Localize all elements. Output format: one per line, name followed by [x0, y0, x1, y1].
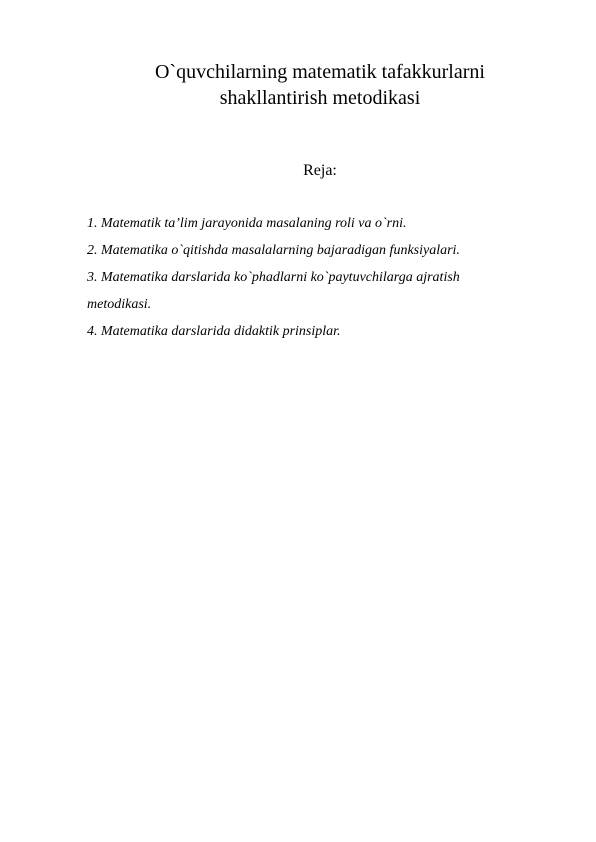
plan-item — [87, 237, 527, 264]
plan-item-text: 3. Matematika darslarida ko`phadlarni ko`paytuvchilarga ajratish — [87, 270, 460, 285]
plan-item — [87, 264, 527, 318]
plan-item — [87, 318, 527, 345]
plan-heading: Reja: — [303, 162, 337, 179]
document-title — [120, 59, 520, 111]
plan-item-text: 2. Matematika o`qitishda masalalarning bajaradigan funksiyalari. — [87, 243, 460, 258]
plan-item-text-continued: metodikasi. — [87, 297, 152, 312]
plan-item — [87, 210, 527, 237]
plan-item-text: 4. Matematika darslarida didaktik prinsiplar. — [87, 324, 341, 339]
title-line-1: O`quvchilarning matematik tafakkurlarni — [155, 61, 485, 83]
title-line-2: shakllantirish metodikasi — [219, 87, 421, 109]
plan-item-text: 1. Matematik ta’lim jarayonida masalaning roli va o`rni. — [87, 216, 407, 231]
plan-list — [87, 210, 527, 345]
